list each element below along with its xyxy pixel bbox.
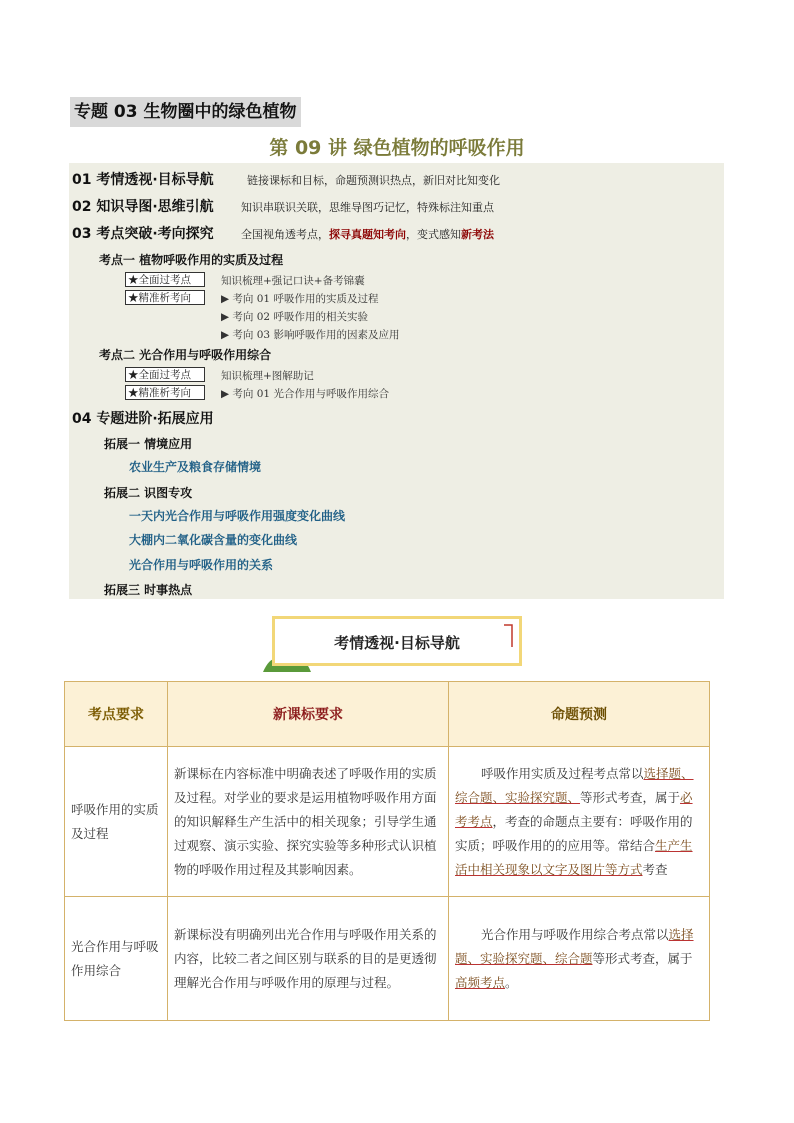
toc-section-3-desc: 全国视角透考点，探寻真题知考向，变式感知新考法	[241, 228, 494, 241]
kaodian2-tag2: ★精准析考向	[125, 385, 205, 400]
topic-title: 专题 03 生物圈中的绿色植物	[70, 97, 301, 127]
kaodian2-tag1-text: 知识梳理+图解助记	[221, 370, 314, 382]
tuozhan2-item-1: 一天内光合作用与呼吸作用强度变化曲线	[129, 509, 346, 523]
kaodian1-item-1: ▶ 考向 01 呼吸作用的实质及过程	[221, 293, 379, 305]
kaodian1-tag2: ★精准析考向	[125, 290, 205, 305]
toc-section-4: 04 专题进阶·拓展应用	[72, 411, 214, 427]
row2-kebiao: 新课标没有明确列出光合作用与呼吸作用关系的内容，比较二者之间区别与联系的目的是更透彻理解光合作用与呼吸作用的原理与过程。	[168, 897, 449, 1021]
banner-title: 考情透视·目标导航	[334, 634, 460, 652]
header-kaodian: 考点要求	[65, 682, 168, 747]
section-banner	[272, 616, 522, 666]
kaodian1-item-3: ▶ 考向 03 影响呼吸作用的因素及应用	[221, 329, 400, 341]
row1-yuce: 呼吸作用实质及过程考点常以选择题、综合题、实验探究题、等形式考查，属于必考考点，考查的命题点主要有：呼吸作用的实质；呼吸作用的的应用等。常结合生产生活中相关现象以文字及图片等方式考查	[449, 747, 710, 897]
row2-yuce: 光合作用与呼吸作用综合考点常以选择题、实验探究题、综合题等形式考查，属于高频考点。	[449, 897, 710, 1021]
table-header-row	[65, 682, 710, 747]
toc-section-2: 02 知识导图·思维引航	[72, 199, 214, 215]
table-row	[65, 747, 710, 897]
toc-section-2-desc: 知识串联识关联，思维导图巧记忆，特殊标注知重点	[241, 201, 494, 214]
kaodian2-tag1: ★全面过考点	[125, 367, 205, 382]
table-row	[65, 897, 710, 1021]
kaodian1-tag1-text: 知识梳理+强记口诀+备考锦囊	[221, 275, 365, 287]
kaodian1-item-2: ▶ 考向 02 呼吸作用的相关实验	[221, 311, 368, 323]
tuozhan1-title: 拓展一 情境应用	[104, 437, 193, 451]
toc-section-3: 03 考点突破·考向探究	[72, 226, 214, 242]
row2-kaodian: 光合作用与呼吸作用综合	[65, 897, 168, 1021]
kaodian1-tag1: ★全面过考点	[125, 272, 205, 287]
header-yuce: 命题预测	[449, 682, 710, 747]
header-kebiao: 新课标要求	[168, 682, 449, 747]
kaodian1-title: 考点一 植物呼吸作用的实质及过程	[99, 253, 284, 267]
tuozhan3-title: 拓展三 时事热点	[104, 583, 193, 597]
toc-section-1-desc: 链接课标和目标，命题预测识热点，新旧对比知变化	[247, 174, 500, 187]
kaodian2-title: 考点二 光合作用与呼吸作用综合	[99, 348, 272, 362]
row1-kebiao: 新课标在内容标准中明确表述了呼吸作用的实质及过程。对学业的要求是运用植物呼吸作用方面的知识解释生产生活中的相关现象；引导学生通过观察、演示实验、探究实验等多种形式认识植物的呼吸作用过程及其影响因素。	[168, 747, 449, 897]
row1-kaodian: 呼吸作用的实质及过程	[65, 747, 168, 897]
tuozhan2-item-3: 光合作用与呼吸作用的关系	[129, 558, 274, 572]
tuozhan1-item-1: 农业生产及粮食存储情境	[129, 460, 262, 474]
requirements-table	[64, 681, 710, 1021]
kaodian2-item-1: ▶ 考向 01 光合作用与呼吸作用综合	[221, 388, 389, 400]
tuozhan2-title: 拓展二 识图专攻	[104, 486, 193, 500]
toc-section-1: 01 考情透视·目标导航	[72, 172, 214, 188]
tuozhan2-item-2: 大棚内二氧化碳含量的变化曲线	[129, 533, 298, 547]
lecture-title: 第 09 讲 绿色植物的呼吸作用	[269, 137, 525, 159]
table-of-contents	[69, 163, 724, 599]
